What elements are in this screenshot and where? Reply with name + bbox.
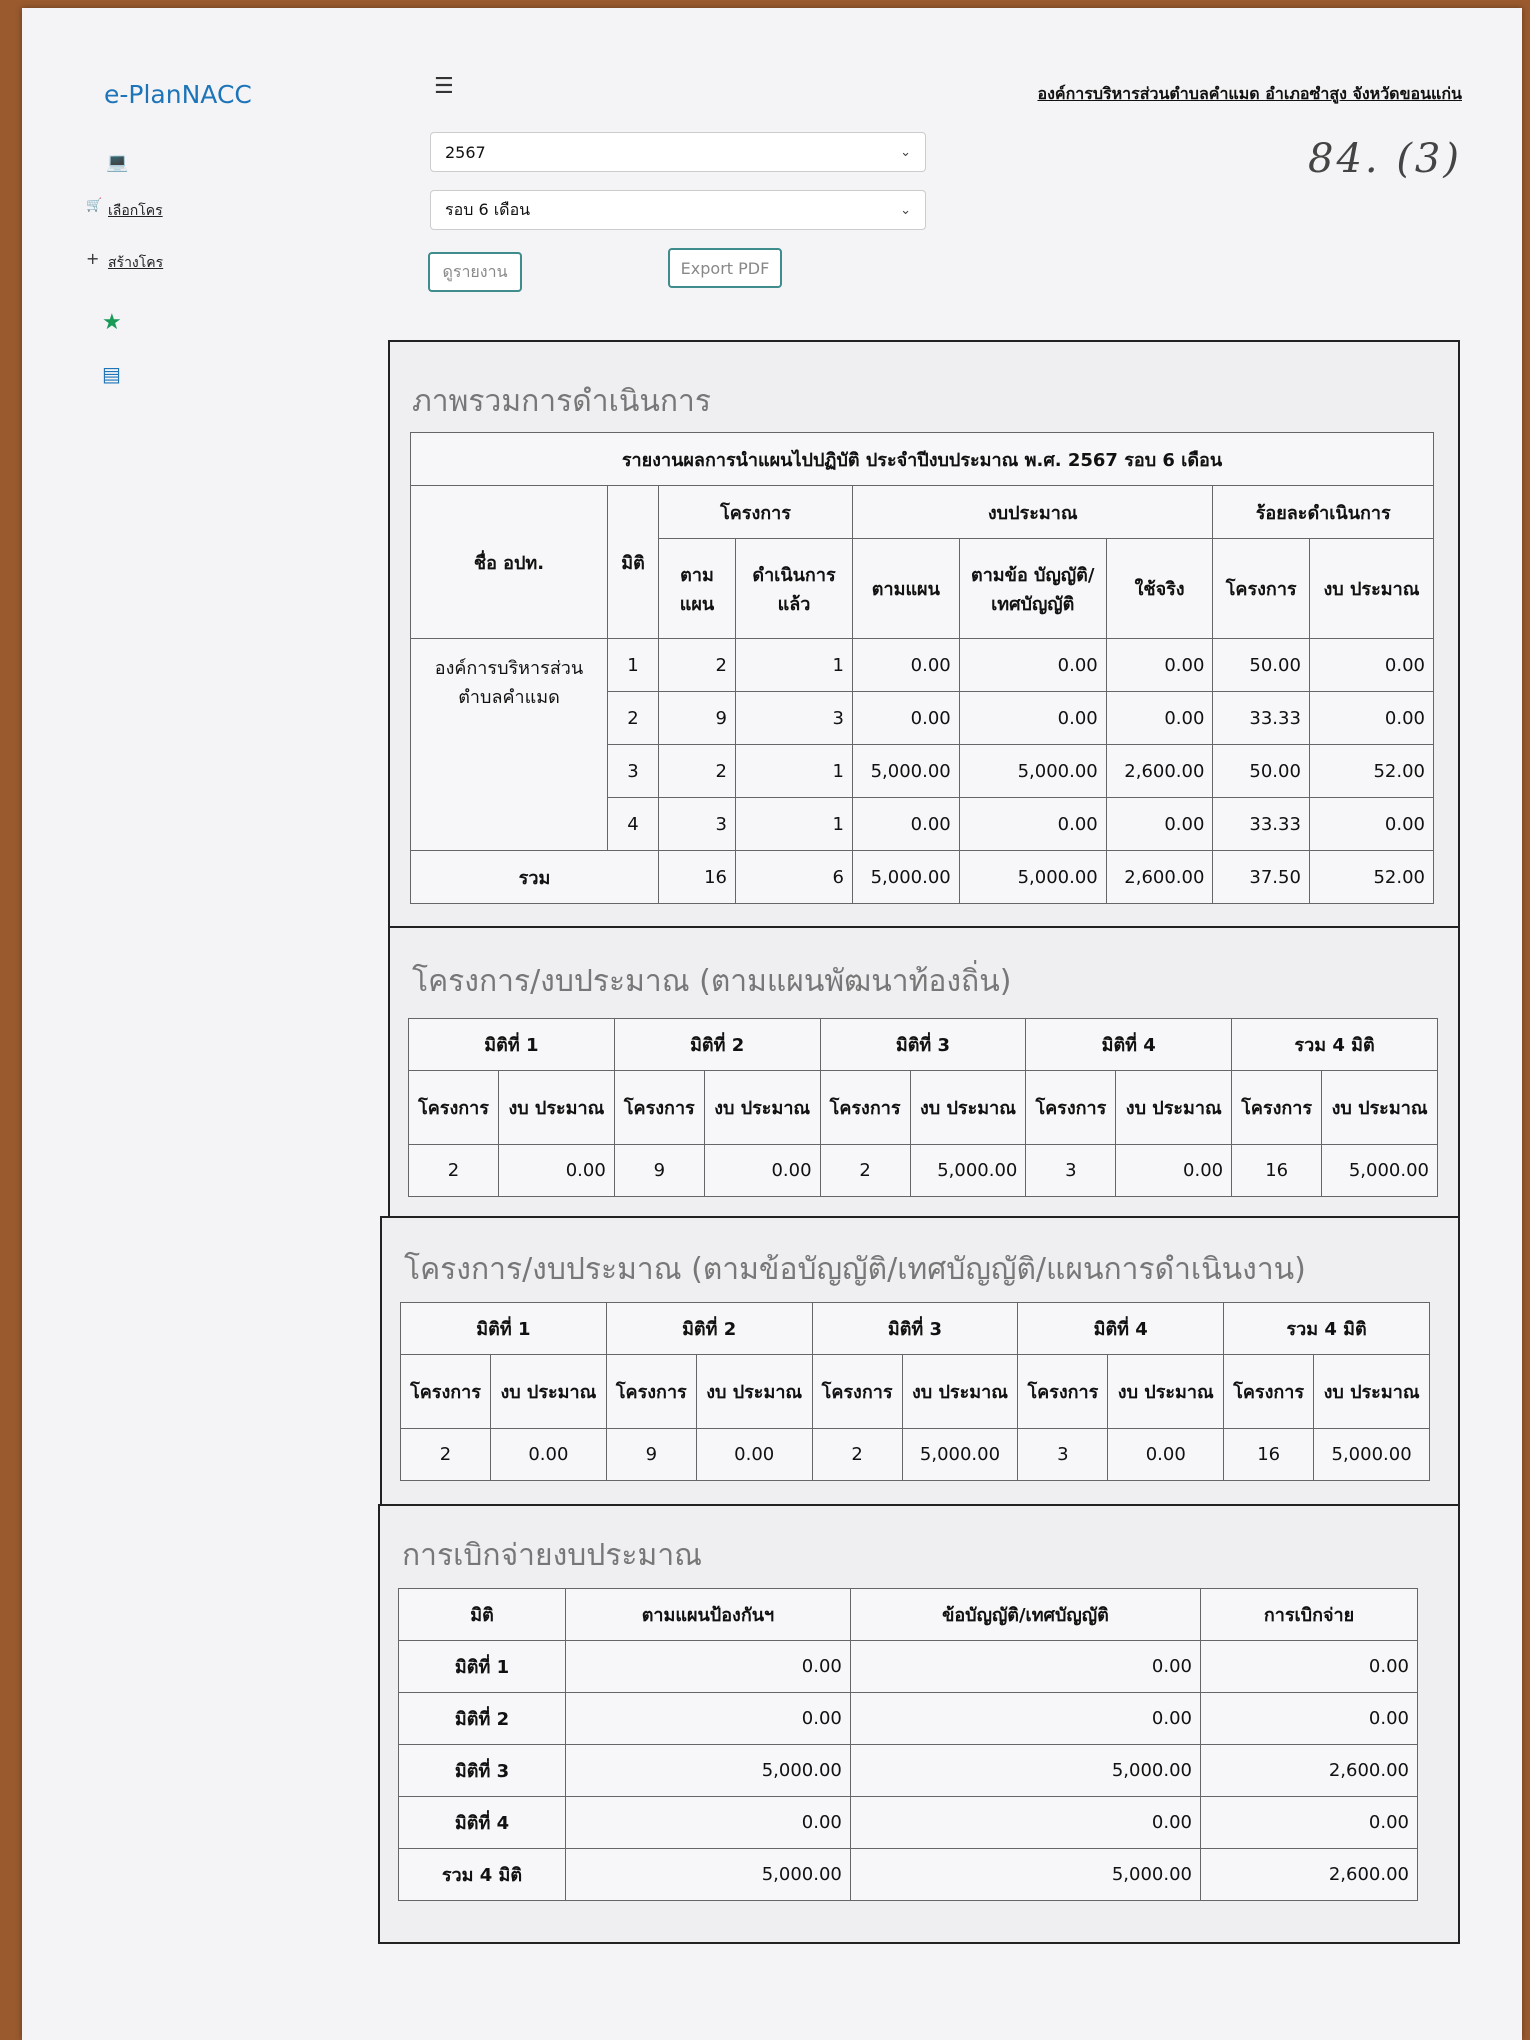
table-row — [399, 1693, 1418, 1745]
table-row — [399, 1745, 1418, 1797]
cell: 5,000.00 — [910, 1145, 1026, 1197]
sub-header: งบ ประมาณ — [1116, 1071, 1232, 1145]
group-header: มิติที่ 4 — [1018, 1303, 1224, 1355]
overview-panel — [388, 340, 1460, 928]
cell: 16 — [1232, 1145, 1322, 1197]
period-select-value: รอบ 6 เดือน — [445, 199, 531, 219]
chevron-down-icon: ⌄ — [900, 144, 911, 160]
cell: 33.33 — [1213, 798, 1309, 851]
sub-header: งบ ประมาณ — [902, 1355, 1018, 1429]
cell: 0.00 — [1108, 1429, 1224, 1481]
disbursement-panel — [378, 1504, 1460, 1944]
cell: 0.00 — [1201, 1693, 1418, 1745]
overview-title: ภาพรวมการดำเนินการ — [412, 384, 711, 419]
cell: 0.00 — [959, 639, 1106, 692]
cell: 0.00 — [1309, 692, 1433, 745]
overview-table-title: รายงานผลการนำแผนไปปฏิบัติ ประจำปีงบประมาณ พ.ศ. 2567 รอบ 6 เดือน — [411, 433, 1434, 486]
group-header: มิติที่ 2 — [614, 1019, 820, 1071]
cell: 1 — [736, 798, 853, 851]
cell: 9 — [659, 692, 736, 745]
group-header: มิติที่ 1 — [409, 1019, 615, 1071]
cell: 3 — [736, 692, 853, 745]
cell: 0.00 — [850, 1641, 1200, 1693]
sub-header: โครงการ — [1018, 1355, 1108, 1429]
cell: 0.00 — [566, 1797, 851, 1849]
cell: 0.00 — [1201, 1797, 1418, 1849]
group-header: มิติที่ 3 — [812, 1303, 1018, 1355]
local-plan-panel — [388, 926, 1460, 1218]
cell: 5,000.00 — [1322, 1145, 1438, 1197]
cell: 2,600.00 — [1106, 851, 1213, 904]
cell: 3 — [659, 798, 736, 851]
cell: 33.33 — [1213, 692, 1309, 745]
row-label: มิติที่ 1 — [399, 1641, 566, 1693]
cell: 0.00 — [566, 1641, 851, 1693]
cell: 1 — [608, 639, 659, 692]
sub-header: โครงการ — [1232, 1071, 1322, 1145]
table-row — [411, 639, 1434, 692]
col-budget: งบประมาณ — [853, 486, 1213, 539]
col-by-regulation: ตามข้อ บัญญัติ/ เทศบัญญัติ — [959, 539, 1106, 639]
year-select-value: 2567 — [445, 142, 486, 162]
cell: 9 — [614, 1145, 704, 1197]
group-header: รวม 4 มิติ — [1224, 1303, 1430, 1355]
cell: 2 — [812, 1429, 902, 1481]
col-percent: ร้อยละดำเนินการ — [1213, 486, 1434, 539]
total-row — [399, 1849, 1418, 1901]
cell: 50.00 — [1213, 639, 1309, 692]
cell: 5,000.00 — [566, 1849, 851, 1901]
sub-header: งบ ประมาณ — [499, 1071, 615, 1145]
sub-header: โครงการ — [1026, 1071, 1116, 1145]
col-planned: ตาม แผน — [659, 539, 736, 639]
cell: 5,000.00 — [850, 1849, 1200, 1901]
cell: 0.00 — [1106, 639, 1213, 692]
cell: 3 — [1018, 1429, 1108, 1481]
sub-header: โครงการ — [820, 1071, 910, 1145]
cell: 0.00 — [1106, 692, 1213, 745]
cell: 2 — [409, 1145, 499, 1197]
cell: 1 — [736, 639, 853, 692]
list-icon[interactable]: ▤ — [102, 362, 121, 386]
cell: 0.00 — [959, 692, 1106, 745]
group-header: มิติที่ 3 — [820, 1019, 1026, 1071]
sub-header: งบ ประมาณ — [910, 1071, 1026, 1145]
cell: 0.00 — [696, 1429, 812, 1481]
total-label: รวม — [411, 851, 659, 904]
sub-header: โครงการ — [409, 1071, 499, 1145]
cell: 0.00 — [1201, 1641, 1418, 1693]
cell: 0.00 — [1106, 798, 1213, 851]
cell: 1 — [736, 745, 853, 798]
group-header: รวม 4 มิติ — [1232, 1019, 1438, 1071]
cell: 3 — [1026, 1145, 1116, 1197]
handwritten-note: 84. (3) — [1308, 136, 1462, 182]
cell: 0.00 — [491, 1429, 607, 1481]
row-label: มิติที่ 2 — [399, 1693, 566, 1745]
col-prevention-plan: ตามแผนป้องกันฯ — [566, 1589, 851, 1641]
cell: 37.50 — [1213, 851, 1309, 904]
col-done: ดำเนินการ แล้ว — [736, 539, 853, 639]
cell: 2 — [659, 745, 736, 798]
cell: 0.00 — [853, 692, 960, 745]
brand-logo[interactable]: e-PlanNACC — [104, 80, 252, 109]
local-plan-table — [408, 1018, 1438, 1197]
cell: 2 — [820, 1145, 910, 1197]
sub-header: งบ ประมาณ — [1108, 1355, 1224, 1429]
sidebar-item-create-project[interactable]: สร้างโคร — [108, 255, 164, 271]
cell: 5,000.00 — [853, 745, 960, 798]
cell: 52.00 — [1309, 745, 1433, 798]
cell: 3 — [608, 745, 659, 798]
row-label: มิติที่ 3 — [399, 1745, 566, 1797]
sub-header: งบ ประมาณ — [1314, 1355, 1430, 1429]
cell: 0.00 — [853, 798, 960, 851]
regulation-table — [400, 1302, 1430, 1481]
sub-header: โครงการ — [614, 1071, 704, 1145]
cell: 0.00 — [850, 1797, 1200, 1849]
sub-header: งบ ประมาณ — [1322, 1071, 1438, 1145]
cell: 5,000.00 — [959, 851, 1106, 904]
star-icon[interactable]: ★ — [102, 310, 122, 335]
year-select[interactable] — [430, 132, 926, 172]
col-org: ชื่อ อปท. — [411, 486, 608, 639]
cell: 2,600.00 — [1106, 745, 1213, 798]
cell: 2 — [401, 1429, 491, 1481]
org-header-link[interactable]: องค์การบริหารส่วนตำบลคำแมด อำเภอซำสูง จังหวัดขอนแก่น — [1037, 84, 1462, 103]
cell: 52.00 — [1309, 851, 1433, 904]
page — [22, 8, 1522, 2040]
sub-header: โครงการ — [812, 1355, 902, 1429]
chevron-down-icon: ⌄ — [900, 202, 911, 218]
cart-icon[interactable]: 🛒 — [86, 198, 103, 213]
col-pct-budget: งบ ประมาณ — [1309, 539, 1433, 639]
cell: 50.00 — [1213, 745, 1309, 798]
col-by-plan: ตามแผน — [853, 539, 960, 639]
col-regulation: ข้อบัญญัติ/เทศบัญญัติ — [850, 1589, 1200, 1641]
cell: 5,000.00 — [566, 1745, 851, 1797]
disbursement-table — [398, 1588, 1418, 1901]
sub-header: โครงการ — [1224, 1355, 1314, 1429]
cell: 0.00 — [566, 1693, 851, 1745]
row-label: มิติที่ 4 — [399, 1797, 566, 1849]
sub-header: โครงการ — [401, 1355, 491, 1429]
export-pdf-button[interactable]: Export PDF — [668, 248, 782, 288]
group-header: มิติที่ 1 — [401, 1303, 607, 1355]
table-row — [401, 1429, 1430, 1481]
total-row — [411, 851, 1434, 904]
menu-toggle-icon[interactable]: ☰ — [434, 74, 454, 99]
period-select[interactable] — [430, 190, 926, 230]
plus-icon[interactable]: + — [86, 249, 100, 268]
regulation-title: โครงการ/งบประมาณ (ตามข้อบัญญัติ/เทศบัญญัติ/แผนการดำเนินงาน) — [404, 1252, 1306, 1287]
col-dim: มิติ — [399, 1589, 566, 1641]
row-label: รวม 4 มิติ — [399, 1849, 566, 1901]
table-row — [399, 1641, 1418, 1693]
cell: 2 — [659, 639, 736, 692]
cell: 0.00 — [499, 1145, 615, 1197]
cell: 5,000.00 — [902, 1429, 1018, 1481]
view-report-button[interactable]: ดูรายงาน — [428, 252, 522, 292]
cell: 2,600.00 — [1201, 1745, 1418, 1797]
regulation-panel — [380, 1216, 1460, 1506]
col-actual: ใช้จริง — [1106, 539, 1213, 639]
cell: 9 — [606, 1429, 696, 1481]
sub-header: งบ ประมาณ — [696, 1355, 812, 1429]
sub-header: งบ ประมาณ — [491, 1355, 607, 1429]
cell: 0.00 — [1309, 798, 1433, 851]
sub-header: งบ ประมาณ — [704, 1071, 820, 1145]
cell: 0.00 — [853, 639, 960, 692]
local-plan-title: โครงการ/งบประมาณ (ตามแผนพัฒนาท้องถิ่น) — [412, 964, 1012, 999]
cell: 0.00 — [850, 1693, 1200, 1745]
cell: 4 — [608, 798, 659, 851]
group-header: มิติที่ 4 — [1026, 1019, 1232, 1071]
sidebar-item-select-project[interactable]: เลือกโคร — [108, 203, 163, 219]
cell: 0.00 — [704, 1145, 820, 1197]
col-dim: มิติ — [608, 486, 659, 639]
cell: 16 — [659, 851, 736, 904]
laptop-icon[interactable]: 💻 — [106, 152, 129, 173]
cell: 5,000.00 — [959, 745, 1106, 798]
disbursement-title: การเบิกจ่ายงบประมาณ — [402, 1538, 702, 1573]
group-header: มิติที่ 2 — [606, 1303, 812, 1355]
cell: 5,000.00 — [853, 851, 960, 904]
cell: 0.00 — [1116, 1145, 1232, 1197]
col-disbursed: การเบิกจ่าย — [1201, 1589, 1418, 1641]
table-row — [399, 1797, 1418, 1849]
cell: 2 — [608, 692, 659, 745]
cell: 6 — [736, 851, 853, 904]
col-projects: โครงการ — [659, 486, 853, 539]
cell: 5,000.00 — [850, 1745, 1200, 1797]
cell: 5,000.00 — [1314, 1429, 1430, 1481]
org-name-cell: องค์การบริหารส่วนตำบลคำแมด — [411, 639, 608, 851]
cell: 0.00 — [959, 798, 1106, 851]
cell: 0.00 — [1309, 639, 1433, 692]
cell: 16 — [1224, 1429, 1314, 1481]
table-row — [409, 1145, 1438, 1197]
sub-header: โครงการ — [606, 1355, 696, 1429]
cell: 2,600.00 — [1201, 1849, 1418, 1901]
overview-table — [410, 432, 1434, 904]
col-pct-projects: โครงการ — [1213, 539, 1309, 639]
